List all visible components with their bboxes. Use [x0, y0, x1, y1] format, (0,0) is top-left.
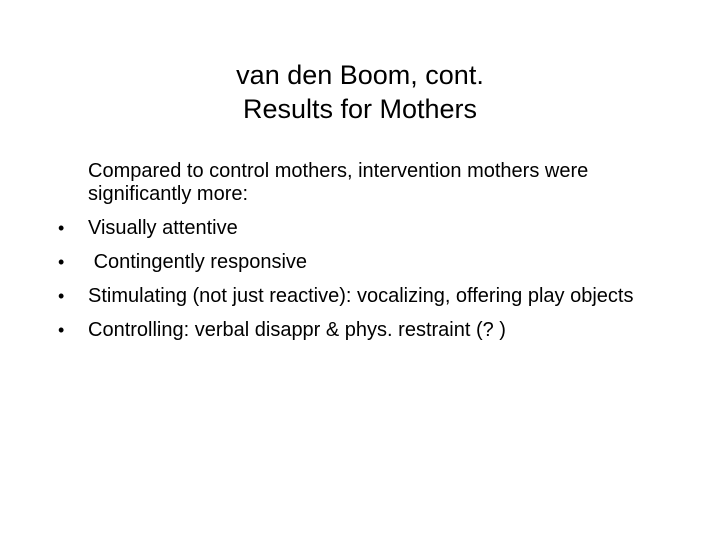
bullet-icon: •: [58, 320, 65, 340]
bullet-icon: •: [58, 218, 65, 238]
bullet-item-controlling: [54, 319, 684, 342]
slide-body: [54, 160, 684, 353]
title-line-1: van den Boom, cont.: [236, 60, 484, 90]
intro-text: Compared to control mothers, intervention mothers were significantly more:: [88, 160, 589, 205]
bullet-icon: •: [58, 286, 65, 306]
bullet-text: Visually attentive: [88, 217, 238, 239]
bullet-list: [54, 217, 684, 342]
bullet-item-stimulating: [54, 285, 684, 308]
bullet-item-visually-attentive: [54, 217, 684, 240]
bullet-item-contingently-responsive: [54, 251, 684, 274]
bullet-text: Stimulating (not just reactive): vocalizing, offering play objects: [88, 285, 634, 307]
bullet-text: Contingently responsive: [88, 251, 308, 273]
bullet-text: Controlling: verbal disappr & phys. restraint (? ): [88, 319, 506, 341]
slide-title: [0, 58, 720, 126]
bullet-icon: •: [58, 252, 65, 272]
title-line-2: Results for Mothers: [242, 94, 478, 124]
